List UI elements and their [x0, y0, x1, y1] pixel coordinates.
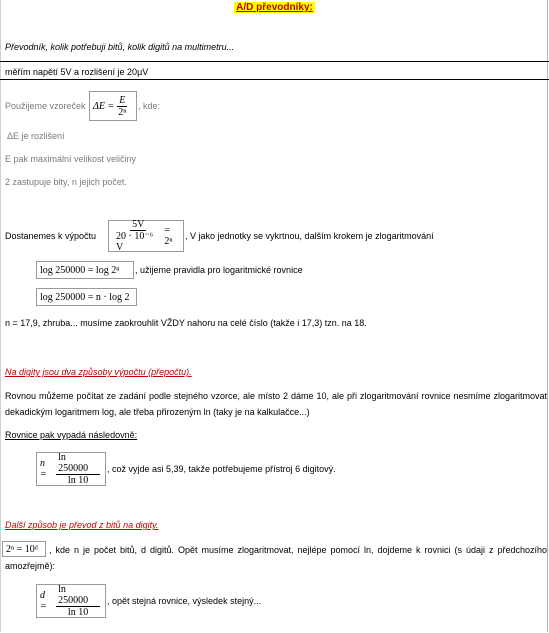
digits-eq-lhs: n = [40, 458, 47, 480]
second-equation-box [36, 584, 106, 618]
second-eq-lhs: d = [40, 590, 47, 612]
second-paragraph: , kde n je počet bitů, d digitů. Opět musíme zlogaritmovat, nejlépe pomocí ln, dojdeme k rovnici (s údaji z předchozího amozřejmě): [5, 545, 547, 571]
calc-prefix: Dostanemes k výpočtu [5, 231, 97, 241]
log-equation-1-text: log 250000 = log 2ⁿ [40, 264, 120, 276]
digits-eq-suffix: , což vyjde asi 5,39, takže potřebujeme přístroj 6 digitový. [107, 464, 336, 474]
formula-box [89, 91, 137, 121]
formula-prefix: Použijeme vzoreček [5, 101, 86, 111]
second-eq-numerator: ln 250000 [56, 584, 100, 607]
formula-suffix: , kde: [138, 101, 161, 111]
digits-paragraph: Rovnou můžeme počítat ze zadání podle stejného vzorce, ale místo 2 dáme 10, ale při zlogaritmování rovnice nesmíme zlogaritmovat dekadickým logaritmem log, ale třeba přirozeným ln (taky je na kalkulačce...) [5, 391, 547, 417]
bits-digits-equation-text: 2ⁿ = 10ᵈ [6, 543, 38, 555]
definition-max-value: E pak maximální velikost veličiny [5, 154, 137, 164]
calc-fraction [114, 219, 162, 253]
calc-suffix: , V jako jednotky se vykrtnou, dalším krokem je zlogaritmování [185, 231, 434, 241]
intro-question: Převodník, kolik potřebuji bitů, kolik digitů na multimetru... [5, 42, 235, 52]
second-heading: Další způsob je převod z bitů na digity. [5, 520, 159, 530]
log-equation-2-text: log 250000 = n · log 2 [40, 291, 130, 303]
calc-rhs: = 2ⁿ [164, 225, 173, 247]
calc-denominator: 20 · 10⁻⁶ V [116, 231, 154, 253]
log-equation-1 [36, 261, 134, 279]
divider [0, 61, 549, 62]
second-eq-suffix: , opět stejná rovnice, výsledek stejný... [107, 596, 262, 606]
intro-given: měřím napětí 5V a rozlišení je 20µV [5, 67, 149, 77]
formula-lhs: ΔE = [93, 100, 115, 112]
log-equation-1-suffix: , užijeme pravidla pro logaritmické rovnice [135, 265, 303, 275]
calc-numerator: 5V [132, 219, 145, 230]
second-eq-fraction [56, 584, 100, 618]
digits-heading: Na digity jsou dva způsoby výpočtu (přepočtu). [5, 367, 192, 377]
formula-numerator: E [119, 94, 126, 106]
digits-eq-fraction [56, 452, 100, 486]
formula-fraction [116, 95, 128, 118]
calc-result: n = 17,9, zhruba... musíme zaokrouhlit VŽDY nahoru na celé číslo (takže i 17,3) tzn. na 18. [5, 318, 367, 328]
digits-eq-denominator: ln 10 [67, 475, 89, 486]
page-title-text: A/D převodníky: [236, 2, 313, 13]
digits-eq-numerator: ln 250000 [56, 452, 100, 475]
digits-equation-box [36, 452, 106, 486]
divider [0, 79, 549, 80]
second-eq-denominator: ln 10 [67, 607, 89, 618]
definition-resolution: ΔE je rozlišení [7, 131, 65, 141]
page-title [0, 2, 549, 13]
calc-equation-box [108, 220, 184, 252]
formula-denominator: 2ⁿ [118, 106, 127, 118]
digits-subheading: Rovnice pak vypadá následovně: [5, 430, 138, 440]
log-equation-2 [36, 288, 137, 306]
definition-bits: 2 zastupuje bity, n jejich počet. [5, 177, 127, 187]
